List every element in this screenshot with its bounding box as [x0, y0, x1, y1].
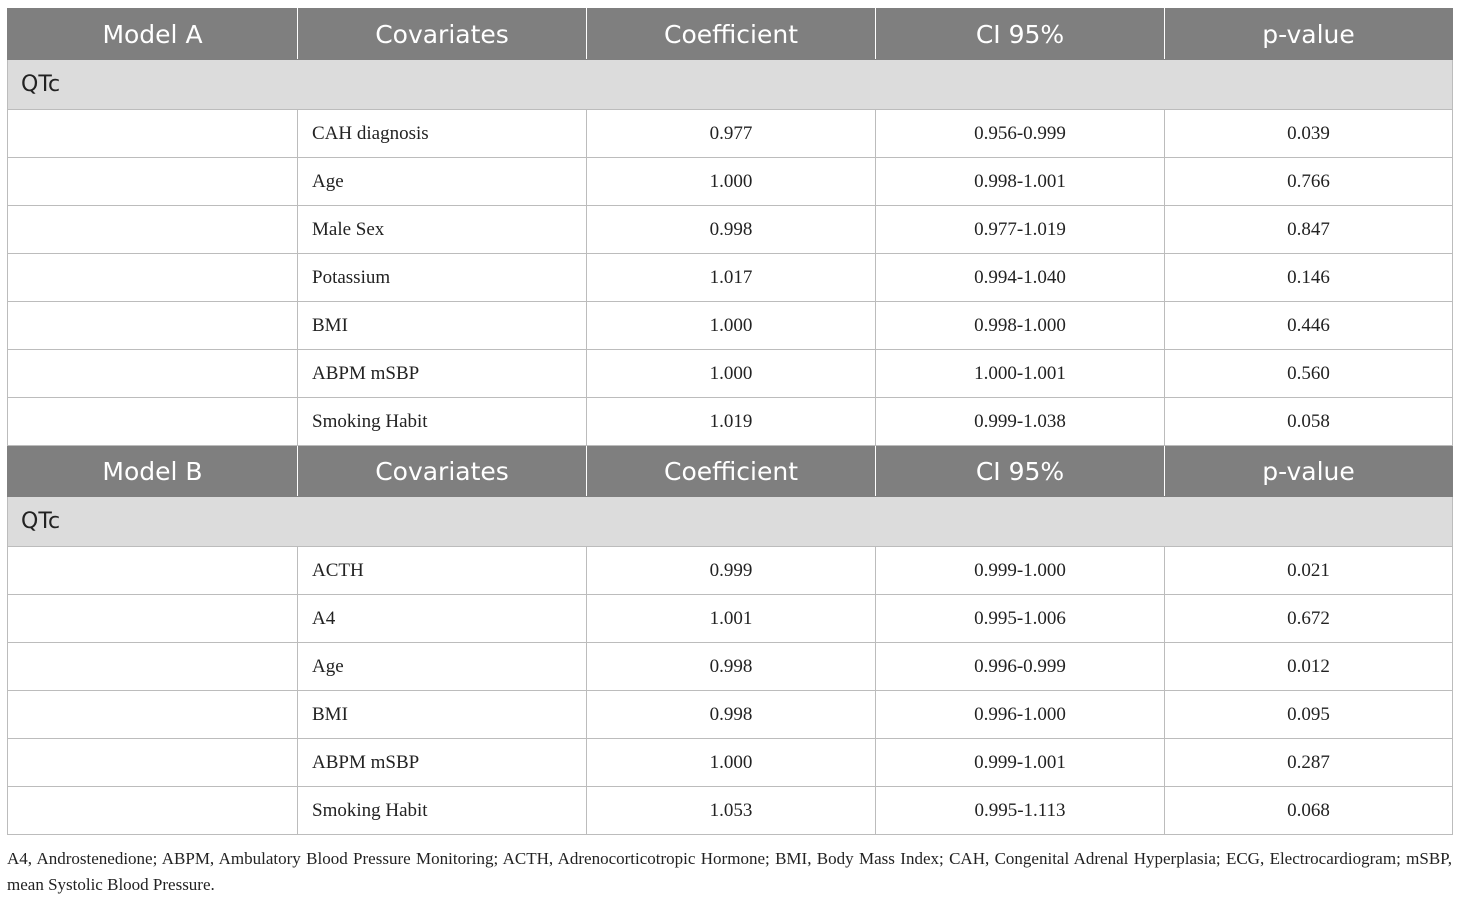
model-cell	[8, 398, 298, 446]
covariate-cell: ACTH	[298, 547, 587, 595]
covariate-cell: CAH diagnosis	[298, 110, 587, 158]
p-value-header: p-value	[1165, 9, 1453, 60]
p-value-cell: 0.672	[1165, 595, 1453, 643]
coefficient-cell: 1.000	[587, 158, 876, 206]
covariate-cell: Male Sex	[298, 206, 587, 254]
ci-cell: 0.995-1.006	[876, 595, 1165, 643]
table-footnote: A4, Androstenedione; ABPM, Ambulatory Blood Pressure Monitoring; ACTH, Adrenocorticotropic Hormone; BMI, Body Mass Index; CAH, Congenital Adrenal Hyperplasia; ECG, Electrocardiogram; mSBP, mean Systolic Blood Pressure.	[7, 849, 1452, 894]
ci-cell: 0.999-1.038	[876, 398, 1165, 446]
table-row	[8, 643, 1453, 691]
ci-cell: 0.977-1.019	[876, 206, 1165, 254]
covariate-cell: Smoking Habit	[298, 787, 587, 835]
model-cell	[8, 739, 298, 787]
coefficient-cell: 0.977	[587, 110, 876, 158]
model-cell	[8, 691, 298, 739]
coefficient-header: Coefficient	[587, 446, 876, 497]
table-row	[8, 739, 1453, 787]
coefficient-cell: 1.000	[587, 739, 876, 787]
table-row	[8, 787, 1453, 835]
p-value-cell: 0.287	[1165, 739, 1453, 787]
ci-header: CI 95%	[876, 9, 1165, 60]
section-row	[8, 60, 1453, 110]
table-row	[8, 254, 1453, 302]
covariate-cell: BMI	[298, 302, 587, 350]
p-value-cell: 0.847	[1165, 206, 1453, 254]
coefficient-header: Coefficient	[587, 9, 876, 60]
ci-cell: 0.999-1.000	[876, 547, 1165, 595]
model-cell	[8, 110, 298, 158]
coefficient-cell: 0.999	[587, 547, 876, 595]
coefficient-cell: 1.017	[587, 254, 876, 302]
p-value-cell: 0.068	[1165, 787, 1453, 835]
ci-cell: 1.000-1.001	[876, 350, 1165, 398]
p-value-cell: 0.012	[1165, 643, 1453, 691]
table-row	[8, 350, 1453, 398]
p-value-cell: 0.446	[1165, 302, 1453, 350]
covariates-header: Covariates	[298, 9, 587, 60]
header-row	[8, 446, 1453, 497]
ci-cell: 0.999-1.001	[876, 739, 1165, 787]
table-row	[8, 110, 1453, 158]
covariate-cell: Age	[298, 158, 587, 206]
p-value-header: p-value	[1165, 446, 1453, 497]
ci-cell: 0.995-1.113	[876, 787, 1165, 835]
p-value-cell: 0.560	[1165, 350, 1453, 398]
regression-table-body	[8, 9, 1453, 835]
covariates-header: Covariates	[298, 446, 587, 497]
covariate-cell: BMI	[298, 691, 587, 739]
model-cell	[8, 350, 298, 398]
model-cell	[8, 643, 298, 691]
regression-table	[7, 8, 1453, 835]
ci-cell: 0.996-1.000	[876, 691, 1165, 739]
table-row	[8, 206, 1453, 254]
covariate-cell: ABPM mSBP	[298, 350, 587, 398]
coefficient-cell: 0.998	[587, 691, 876, 739]
ci-cell: 0.998-1.001	[876, 158, 1165, 206]
coefficient-cell: 1.001	[587, 595, 876, 643]
model-cell	[8, 254, 298, 302]
p-value-cell: 0.039	[1165, 110, 1453, 158]
section-label: QTc	[8, 60, 1453, 110]
table-row	[8, 398, 1453, 446]
ci-cell: 0.998-1.000	[876, 302, 1165, 350]
model-cell	[8, 302, 298, 350]
coefficient-cell: 1.000	[587, 350, 876, 398]
coefficient-cell: 0.998	[587, 206, 876, 254]
section-row	[8, 497, 1453, 547]
model-cell	[8, 206, 298, 254]
model-header: Model A	[8, 9, 298, 60]
coefficient-cell: 1.019	[587, 398, 876, 446]
p-value-cell: 0.058	[1165, 398, 1453, 446]
ci-header: CI 95%	[876, 446, 1165, 497]
model-cell	[8, 787, 298, 835]
covariate-cell: Smoking Habit	[298, 398, 587, 446]
covariate-cell: A4	[298, 595, 587, 643]
results-table-container	[7, 8, 1452, 835]
covariate-cell: Potassium	[298, 254, 587, 302]
coefficient-cell: 1.053	[587, 787, 876, 835]
model-header: Model B	[8, 446, 298, 497]
model-cell	[8, 547, 298, 595]
table-row	[8, 302, 1453, 350]
table-row	[8, 595, 1453, 643]
table-row	[8, 691, 1453, 739]
p-value-cell: 0.766	[1165, 158, 1453, 206]
model-cell	[8, 595, 298, 643]
section-label: QTc	[8, 497, 1453, 547]
ci-cell: 0.994-1.040	[876, 254, 1165, 302]
covariate-cell: ABPM mSBP	[298, 739, 587, 787]
p-value-cell: 0.146	[1165, 254, 1453, 302]
p-value-cell: 0.021	[1165, 547, 1453, 595]
coefficient-cell: 1.000	[587, 302, 876, 350]
p-value-cell: 0.095	[1165, 691, 1453, 739]
table-row	[8, 547, 1453, 595]
table-row	[8, 158, 1453, 206]
ci-cell: 0.996-0.999	[876, 643, 1165, 691]
header-row	[8, 9, 1453, 60]
model-cell	[8, 158, 298, 206]
coefficient-cell: 0.998	[587, 643, 876, 691]
ci-cell: 0.956-0.999	[876, 110, 1165, 158]
covariate-cell: Age	[298, 643, 587, 691]
